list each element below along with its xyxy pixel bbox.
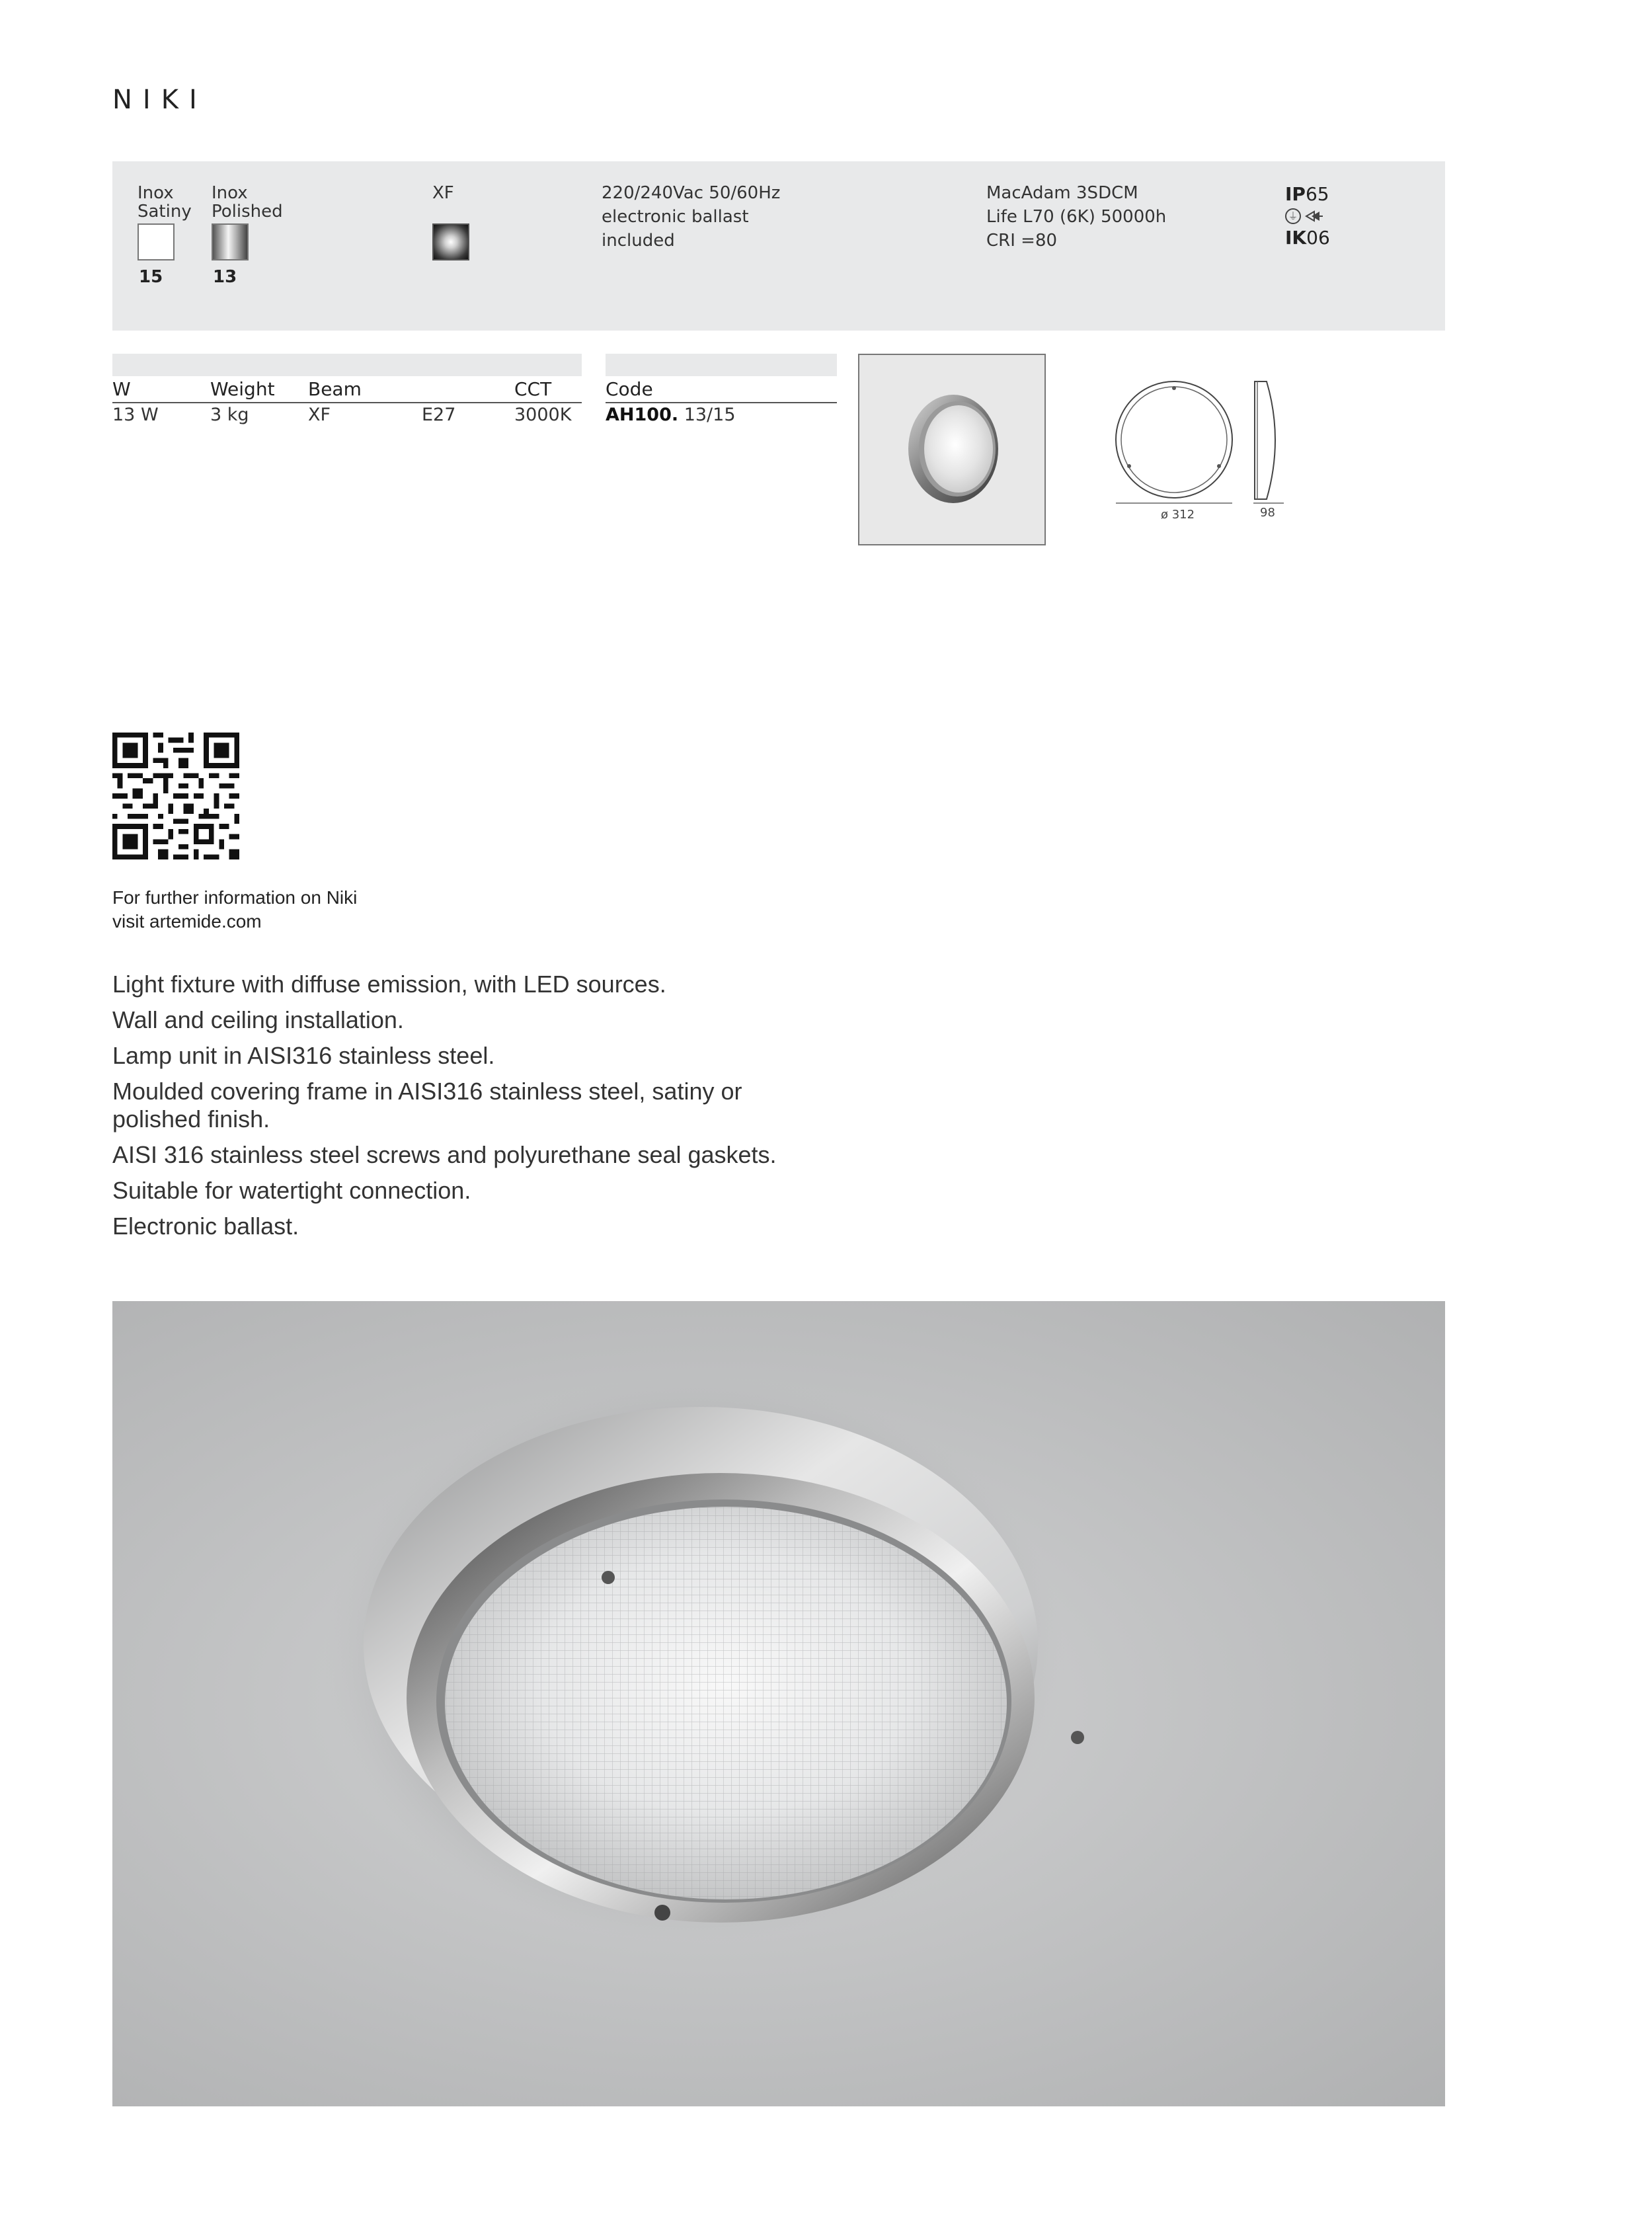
further-info-line: For further information on Niki: [112, 887, 358, 908]
description-line: Moulded covering frame in AISI316 stainless steel, satiny or polished finish.: [112, 1078, 742, 1133]
spec-bar: [112, 161, 1445, 331]
description-line: Wall and ceiling installation.: [112, 1006, 404, 1033]
col-header-cct: CCT: [514, 378, 552, 400]
finish-satiny-code: 15: [139, 267, 163, 287]
description-line: Lamp unit in AISI316 stainless steel.: [112, 1042, 495, 1069]
description-line: AISI 316 stainless steel screws and polyurethane seal gaskets.: [112, 1141, 777, 1168]
finish-polished-swatch: [212, 223, 249, 260]
code-rule: [606, 402, 837, 403]
certification-icons: [1285, 206, 1330, 226]
description-line: Electronic ballast.: [112, 1213, 299, 1240]
technical-drawing: [1111, 374, 1309, 532]
code-header-bar: [606, 354, 837, 376]
finish-polished-code: 13: [213, 267, 237, 287]
electrical-line: electronic ballast: [602, 207, 749, 227]
description-line: Light fixture with diffuse emission, with LED sources.: [112, 971, 666, 998]
electrical-line: 220/240Vac 50/60Hz: [602, 183, 781, 203]
ceiling-lamp-image: [112, 1301, 1445, 2106]
cell-w: 13 W: [112, 405, 159, 425]
electrical-info: [602, 181, 780, 253]
col-header-beam: Beam: [308, 378, 362, 400]
ratings: [1285, 182, 1330, 250]
cell-cct: 3000K: [514, 405, 572, 425]
table-rule: [112, 402, 582, 403]
qr-code[interactable]: [112, 733, 239, 859]
cell-beam: XF: [308, 405, 331, 425]
lighting-info: [986, 181, 1166, 253]
table-header-bar: [112, 354, 582, 376]
product-description: [112, 971, 906, 1248]
product-title: NIKI: [112, 85, 208, 115]
product-photo: [112, 1301, 1445, 2106]
lighting-line: MacAdam 3SDCM: [986, 183, 1138, 203]
dimension-drawing: [1111, 374, 1309, 532]
finish-satiny-label: Inox Satiny: [138, 183, 192, 221]
further-info: [112, 886, 357, 934]
beam-xf-swatch: [432, 223, 469, 260]
cell-code: AH100. 13/15: [606, 405, 736, 425]
further-info-link[interactable]: visit artemide.com: [112, 911, 262, 932]
diameter-dimension: ø 312: [1161, 508, 1195, 522]
class-mark-icon: [1305, 210, 1323, 222]
cell-weight: 3 kg: [210, 405, 249, 425]
ik-rating: IK06: [1285, 227, 1330, 249]
depth-dimension: 98: [1260, 506, 1275, 520]
ip-rating: IP65: [1285, 183, 1329, 205]
electrical-line: included: [602, 231, 675, 251]
lighting-line: CRI =80: [986, 231, 1058, 251]
lighting-line: Life L70 (6K) 50000h: [986, 207, 1167, 227]
col-header-w: W: [112, 378, 131, 400]
description-line: Suitable for watertight connection.: [112, 1177, 471, 1204]
lamp-thumbnail-image: [859, 355, 1047, 547]
beam-label: XF: [432, 183, 454, 203]
col-header-weight: Weight: [210, 378, 275, 400]
col-header-code: Code: [606, 378, 653, 400]
cell-socket: E27: [422, 405, 456, 425]
finish-satiny-swatch: [138, 223, 175, 260]
finish-polished-label: Inox Polished: [212, 183, 283, 221]
earth-ground-icon: ⏚: [1285, 208, 1301, 224]
product-thumbnail: [858, 354, 1046, 545]
